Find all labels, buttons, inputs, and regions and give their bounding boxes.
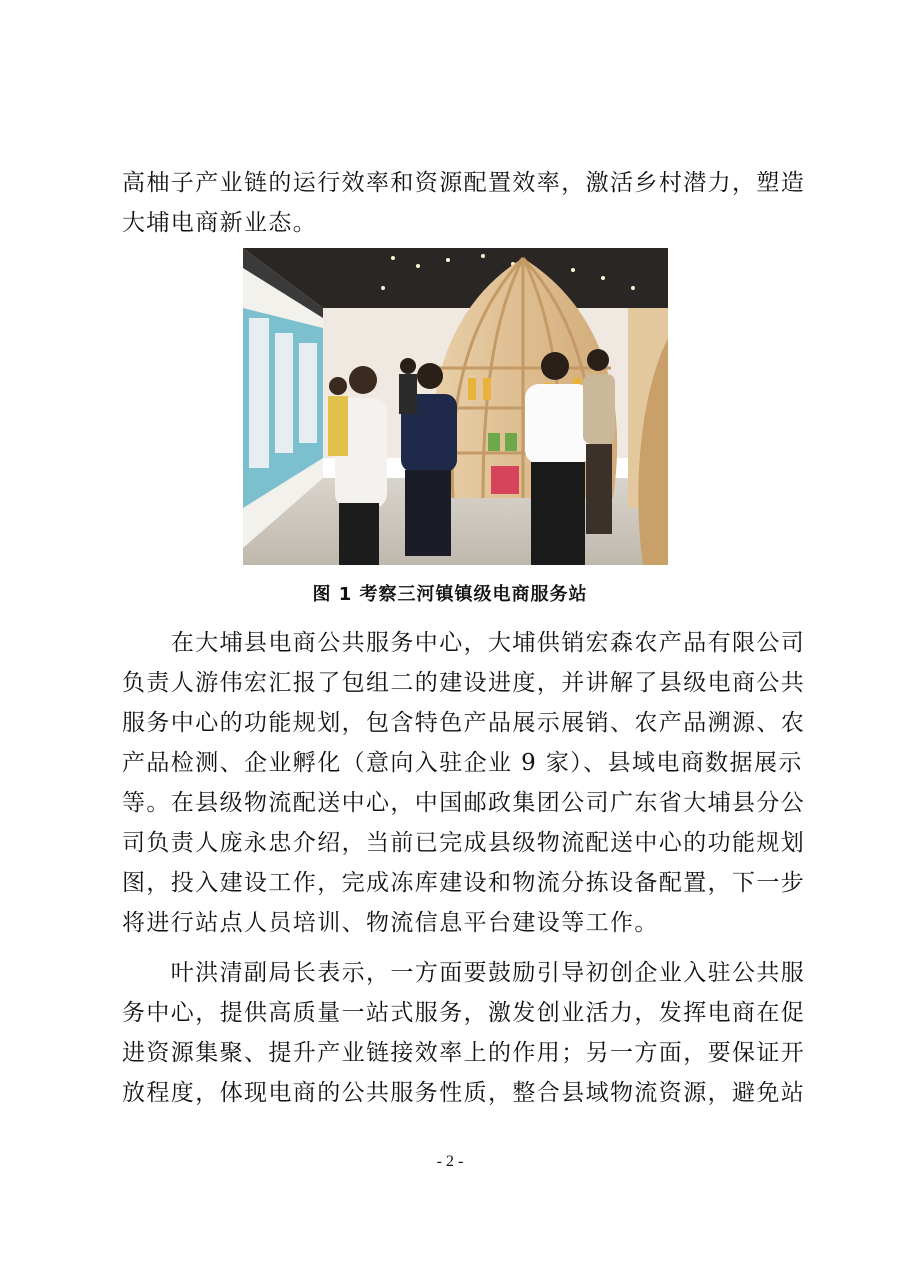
body-text-line: 将进行站点人员培训、物流信息平台建设等工作。 [122,910,659,936]
body-text-line: 大埔电商新业态。 [122,210,318,236]
body-text-line: 进资源集聚、提升产业链接效率上的作用；另一方面，要保证开 [122,1040,806,1066]
body-text-line: 在大埔县电商公共服务中心，大埔供销宏森农产品有限公司 [122,630,806,656]
body-text-line: 服务中心的功能规划，包含特色产品展示展销、农产品溯源、农 [122,710,806,736]
figure-photo [243,248,668,565]
body-text-line: 负责人游伟宏汇报了包组二的建设进度，并讲解了县级电商公共 [122,670,806,696]
page-number: - 2 - [436,1153,464,1170]
body-text-line: 产品检测、企业孵化（意向入驻企业 9 家）、县域电商数据展示 [122,750,803,776]
body-text-line: 高柚子产业链的运行效率和资源配置效率，激活乡村潜力，塑造 [122,170,806,196]
body-text-line: 放程度，体现电商的公共服务性质，整合县域物流资源，避免站 [122,1080,806,1106]
body-text-line: 务中心，提供高质量一站式服务，激发创业活力，发挥电商在促 [122,1000,806,1026]
body-text-line: 叶洪清副局长表示，一方面要鼓励引导初创企业入驻公共服 [122,960,806,986]
body-text-line: 图，投入建设工作，完成冻库建设和物流分拣设备配置，下一步 [122,870,806,896]
body-text-line: 等。在县级物流配送中心，中国邮政集团公司广东省大埔县分公 [122,790,806,816]
figure-caption: 图 1 考察三河镇镇级电商服务站 [312,584,588,605]
body-text-line: 司负责人庞永忠介绍，当前已完成县级物流配送中心的功能规划 [122,830,806,856]
